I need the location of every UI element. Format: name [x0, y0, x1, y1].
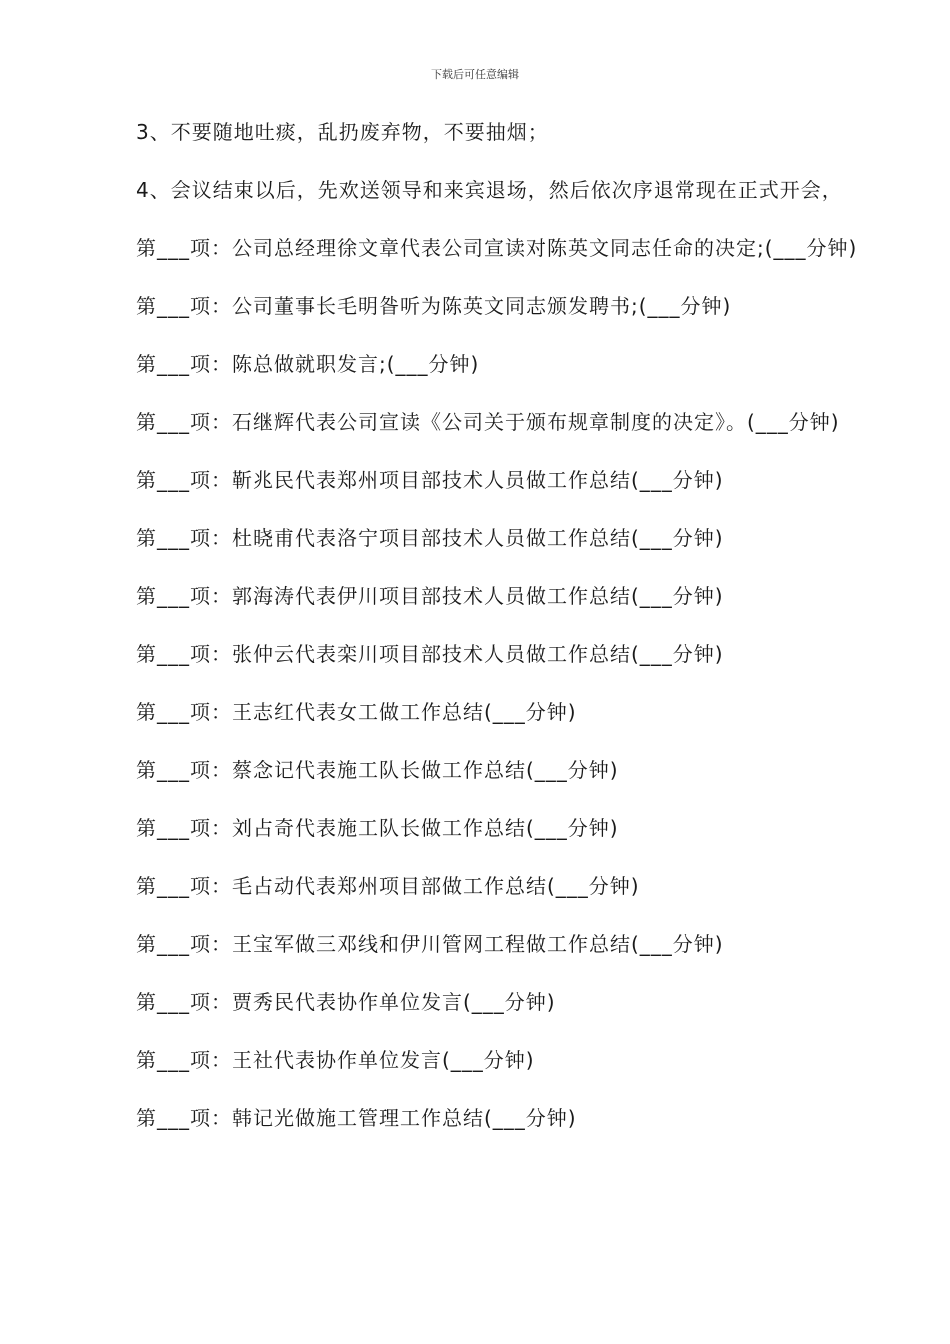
- agenda-item: 第___项：毛占动代表郑州项目部做工作总结(___分钟): [136, 874, 640, 898]
- agenda-item: 第___项：郭海涛代表伊川项目部技术人员做工作总结(___分钟): [136, 584, 724, 608]
- paragraph-rule-4: 4、会议结束以后，先欢送领导和来宾退场，然后依次序退常现在正式开会，: [136, 178, 843, 202]
- agenda-item: 第___项：蔡念记代表施工队长做工作总结(___分钟): [136, 758, 619, 782]
- agenda-item: 第___项：公司总经理徐文章代表公司宣读对陈英文同志任命的决定;(___分钟): [136, 236, 858, 260]
- document-body: [88, 118, 868, 1162]
- agenda-item: 第___项：韩记光做施工管理工作总结(___分钟): [136, 1106, 577, 1130]
- paragraph-rule-3: 3、不要随地吐痰，乱扔废弃物，不要抽烟；: [136, 120, 549, 144]
- page-header: 下载后可任意编辑: [431, 68, 519, 81]
- agenda-item: 第___项：杜晓甫代表洛宁项目部技术人员做工作总结(___分钟): [136, 526, 724, 550]
- agenda-item: 第___项：刘占奇代表施工队长做工作总结(___分钟): [136, 816, 619, 840]
- agenda-item: 第___项：石继辉代表公司宣读《公司关于颁布规章制度的决定》。(___分钟): [136, 410, 840, 434]
- agenda-item: 第___项：张仲云代表栾川项目部技术人员做工作总结(___分钟): [136, 642, 724, 666]
- agenda-item: 第___项：王志红代表女工做工作总结(___分钟): [136, 700, 577, 724]
- agenda-item: 第___项：王社代表协作单位发言(___分钟): [136, 1048, 535, 1072]
- agenda-item: 第___项：贾秀民代表协作单位发言(___分钟): [136, 990, 556, 1014]
- agenda-item: 第___项：王宝军做三邓线和伊川管网工程做工作总结(___分钟): [136, 932, 724, 956]
- agenda-item: 第___项：陈总做就职发言;(___分钟): [136, 352, 480, 376]
- agenda-item: 第___项：靳兆民代表郑州项目部技术人员做工作总结(___分钟): [136, 468, 724, 492]
- agenda-item: 第___项：公司董事长毛明昝听为陈英文同志颁发聘书;(___分钟): [136, 294, 732, 318]
